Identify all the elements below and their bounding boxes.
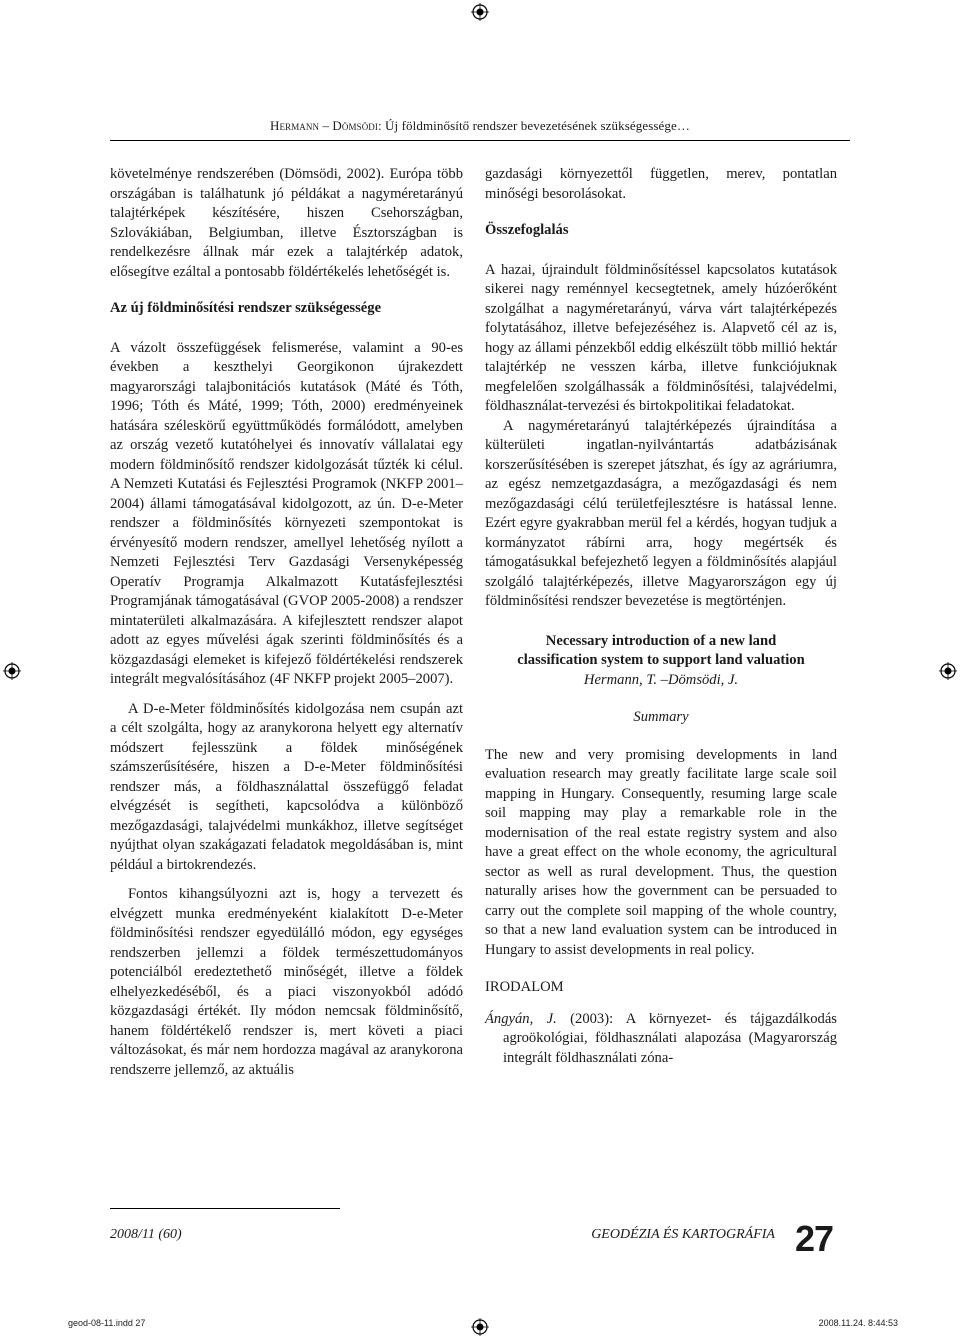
reference-entry (485, 1010, 837, 1069)
right-column (485, 165, 837, 1068)
registration-mark-top-icon (471, 3, 489, 21)
header-separator: – (319, 118, 333, 133)
right-paragraph-1: gazdasági környezettől független, merev, pontatlan minőségi besorolásokat. (485, 166, 837, 202)
footer-issue: 2008/11 (60) (110, 1227, 182, 1242)
english-summary: The new and very promising developments in land evaluation research may greatly facilitate large scale soil mapping in Hungary. Consequently, resuming large scale soil mapping may play a remarkable role in the modernisation of the real estate registry system and also have a great effect on the whole economy, the agricultural sector as well as rural development. Thus, the question naturally arises how the government can be persuaded to carry out the complete soil mapping of the whole country, so that a new land evaluation system can be introduced in Hungary to assist developments in real policy. (485, 746, 837, 958)
print-slug-file: geod-08-11.indd 27 (68, 1318, 146, 1328)
right-paragraph-2: A hazai, újraindult földminősítéssel kapcsolatos kutatások sikerei nagy reménnyel kecsegtetnek, amely húzóerőként szolgálhat a nagyméretarányú, várva várt talajtérképezés folytatásához, illetve befejezéséhez is. Alapvető cél az is, hogy az állami pénzekből eddig elkészült több millió hektár talajtérkép ne vesszen kárba, illetve funkciójuknak megfelelően szolgálhassák a földminősítési, talajvédelmi, földhasználat-tervezési és birtokpolitikai feladatokat. (485, 261, 837, 414)
spacer (485, 612, 837, 632)
reference-author: Ángyán, J. (485, 1010, 557, 1027)
registration-mark-right-icon (939, 662, 957, 680)
right-paragraph-3: A nagyméretarányú talajtérképezés újraindítása a külterületi ingatlan-nyilvántartás adatbázisának korszerűsítésében is szerepet játszhat, és így az agráriumra, az egész nemzetgazdaságra, a mezőgazdasági és nem mezőgazdasági célú területfejlesztésre is hatással lenne. Ezért egyre gyakrabban merül fel a kérdés, hogyan tudjuk a kormányzatot rábírni arra, hogy megértsék és támogatásukkal befejezhető legyen a földminősítés alapjául szolgáló talajtérképezés, illetve Magyarországon egy új földminősítési rendszer bevezetése is megtörténjen. (485, 417, 837, 609)
english-title-line-2: classification system to support land valuation (517, 652, 805, 668)
left-column (110, 165, 463, 1080)
english-authors: Hermann, T. –Dömsödi, J. (583, 671, 739, 688)
registration-mark-left-icon (3, 662, 21, 680)
header-author-1: Hermann (270, 118, 320, 133)
summary-label: Summary (633, 709, 689, 725)
reference-text: (2003): A környezet- és tájgazdálkodás agroökológiai, földhasználati alapozása (Magyarország integrált földhasználati zóna- (503, 1010, 837, 1066)
section-heading-summary-hu: Összefoglalás (485, 222, 569, 238)
registration-mark-bottom-icon (471, 1318, 489, 1336)
left-paragraph-4: Fontos kihangsúlyozni azt is, hogy a tervezett és elvégzett munka eredményeként kialakított D-e-Meter földminősítési rendszer egyedülálló módon, egy egységes rendszerben jellemzi a földek természettudományos potenciálból eredeztethető minőségét, illetve a földek elhelyezkedéséből, és a piaci viszonyokból adódó közgazdasági értékét. Ily módon nemcsak földminősítő, hanem földértékelő rendszer is, mert követi a piaci változásokat, és már nem hordozza magával az aranykorona rendszerre jellemző, az aktuális (110, 886, 463, 1078)
print-slug-date: 2008.11.24. 8:44:53 (818, 1318, 898, 1328)
footer-journal: GEODÉZIA ÉS KARTOGRÁFIA (591, 1227, 775, 1242)
left-paragraph-2: A vázolt összefüggések felismerése, valamint a 90-es években a keszthelyi Georgikonon újrakezdett magyarországi talajbonitációs kutatások (Máté és Tóth, 1996; Tóth és Máté, 1999; Tóth, 2000) eredményeinek hatására széleskörű együttműködés formálódott, amelyben az ország vezető kutatóhelyei és innovatív vállalatai egy modern földminősítő rendszer kidolgozását tűzték ki célul. A Nemzeti Kutatási és Fejlesztési Programok (NKFP 2001–2004) állami támogatásával kidolgozott, az ún. D-e-Meter rendszer a földminősítés környezeti szempontokat is érvényesítő modern rendszer, amellyel lehetőség nyílott a Nemzeti Fejlesztési Terv Gazdasági Versenyképesség Operatív Programja Alkalmazott Kutatásfejlesztési Programjának támogatásával (GVOP 2005-2008) a rendszer mintaterületi alkalmazására. A kifejlesztett rendszer alapot adott az egyes művelési ágak szerinti földminősítés és a közgazdasági elemeket is kifejező földértékelési rendszerek integrált megvalósításához (4F NKFP projekt 2005–2007). (110, 339, 463, 687)
header-title: : Új földminősítő rendszer bevezetésének szükségessége… (378, 118, 690, 133)
page-number: 27 (795, 1218, 834, 1259)
running-header (110, 118, 850, 134)
header-rule (110, 140, 850, 141)
left-paragraph-1: követelménye rendszerében (Dömsödi, 2002). Európa több országában is találhatunk jó példákat a nagyméretarányú talajtérképek készítésére, hiszen Csehországban, Szlovákiában, Belgiumban, illetve Észtországban is rendelkezésre állnak már ezek a talajtérkép adatok, elősegítve ezáltal a pontosabb földértékelés lehetőségét is. (110, 166, 463, 280)
references-heading: IRODALOM (485, 979, 564, 995)
header-author-2: Dömsödi (332, 118, 378, 133)
english-title-line-1: Necessary introduction of a new land (545, 632, 777, 649)
section-heading-necessity: Az új földminősítési rendszer szükségessége (110, 300, 382, 316)
left-paragraph-3: A D-e-Meter földminősítés kidolgozása nem csupán azt a célt szolgálta, hogy az aranykorona helyett egy alternatív módszert fejlesszünk a földek minőségének számszerűsítésére, hiszen a D-e-Meter földminősítési rendszer más, a földhasználattal összefüggő feladat elvégzését is segítheti, kapcsolódva a különböző mezőgazdasági, talajvédelmi munkákhoz, illetve segítséget nyújthat olyan szakágazati feladatok megoldásában is, mint például a birtokrendezés. (110, 700, 463, 873)
footer-rule (110, 1208, 340, 1209)
